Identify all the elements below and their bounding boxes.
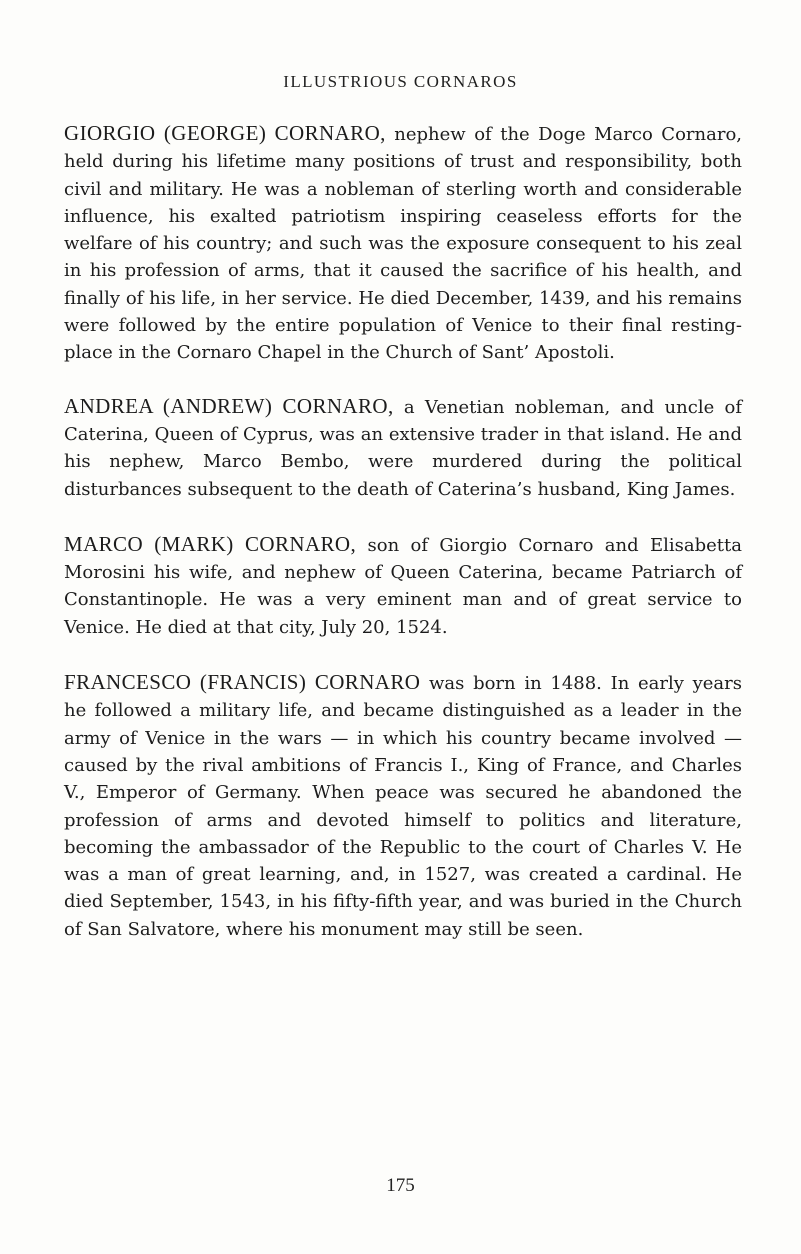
entry-body: nephew of the Doge Marco Cornaro, held during his lifetime many positions of trust and responsibility, both civil and military. He was a nobleman of sterling worth and considerable influence, his exalted patriotism inspiring ceaseless efforts for the welfare of his country; and such was the exposure consequent to his zeal in his profession of arms, that it caused the sacrifice of his health, and finally of his life, in her service. He died December, 1439, and his remains were followed by the entire population of Venice to their final resting-place in the Cornaro Chapel in the Church of Sant’ Apostoli. (64, 124, 743, 364)
entry-heading: GIORGIO (GEORGE) CORNARO, (64, 121, 386, 145)
entry-body: a Venetian nobleman, and uncle of Caterina, Queen of Cyprus, was an extensive trader in that island. He and his nephew, Marco Bembo, were murdered during the political disturbances subsequent to the death of Caterina’s husband, King James. (64, 396, 742, 500)
entry-heading: MARCO (MARK) CORNARO, (64, 531, 357, 556)
entry-giorgio-cornaro (64, 120, 742, 367)
entry-heading: ANDREA (ANDREW) CORNARO, (64, 393, 394, 418)
text-block (64, 120, 742, 969)
entry-body: son of Giorgio Cornaro and Elisabetta Morosini his wife, and nephew of Queen Caterina, became Patriarch of Constantinople. He was a very eminent man and of great service to Venice. He died at that city, July 20, 1524. (64, 534, 742, 638)
running-head: ILLUSTRIOUS CORNAROS (283, 72, 518, 91)
entry-marco-cornaro (64, 531, 742, 641)
entry-andrea-cornaro (64, 393, 742, 503)
entry-body: was born in 1488. In early years he followed a military life, and became distinguished as a leader in the army of Venice in the wars — in which his country became involved — caused by the rival ambitions of Francis I., King of France, and Charles V., Emperor of Germany. When peace was secured he abandoned the profession of arms and devoted himself to politics and literature, becoming the ambassador of the Republic to the court of Charles V. He was a man of great learning, and, in 1527, was created a cardinal. He died September, 1543, in his fifty-fifth year, and was buried in the Church of San Salvatore, where his monument may still be seen. (64, 673, 742, 940)
entry-heading: FRANCESCO (FRANCIS) CORNARO (64, 670, 421, 695)
entry-francesco-cornaro (64, 669, 742, 943)
page-number: 175 (386, 1175, 415, 1196)
